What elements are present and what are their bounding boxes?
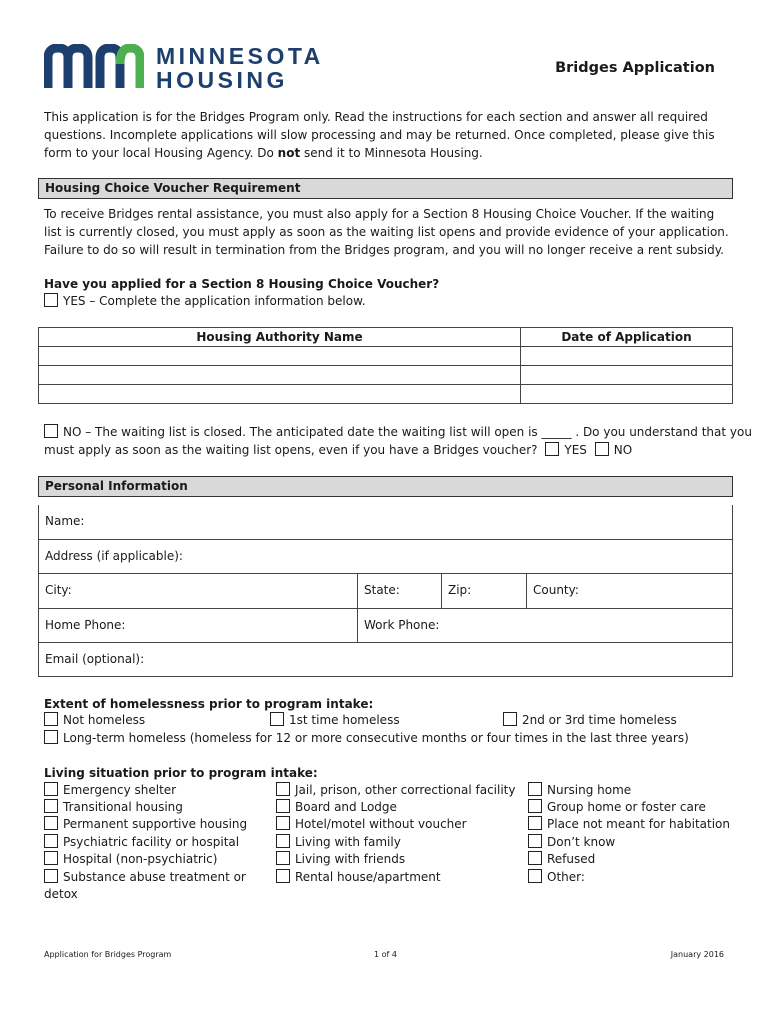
understand-yes-checkbox[interactable] (545, 442, 559, 456)
intro-paragraph: This application is for the Bridges Program only. Read the instructions for each section and answer all required questions. Incomplete applications will slow processing and may be returned. Once completed, please give this form to your local Housing Agency. Do not send it to Minnesota Housing. (44, 110, 715, 160)
logo-line-1: MINNESOTA (156, 43, 324, 69)
living-checkbox[interactable] (44, 869, 58, 883)
homelessness-option-row (44, 712, 145, 728)
living-checkbox[interactable] (44, 816, 58, 830)
voucher-no-row (44, 424, 752, 440)
living-label: Living with friends (295, 852, 406, 866)
understand-no-label: NO (613, 443, 633, 457)
living-label: Emergency shelter (63, 783, 177, 797)
state-field[interactable]: State: (358, 574, 442, 608)
understand-no-checkbox[interactable] (595, 442, 609, 456)
first-time-homeless-checkbox[interactable] (270, 712, 284, 726)
voucher-yes-label: YES – Complete the application information below. (63, 294, 366, 308)
living-label: Jail, prison, other correctional facility (295, 783, 516, 797)
work-phone-field[interactable]: Work Phone: (364, 618, 440, 632)
living-option (276, 799, 397, 815)
home-phone-field[interactable]: Home Phone: (39, 609, 358, 642)
living-checkbox[interactable] (276, 799, 290, 813)
homelessness-option-row (503, 712, 677, 728)
voucher-yes-row (44, 293, 366, 309)
housing-authority-table (38, 327, 733, 404)
living-label: Transitional housing (63, 800, 183, 814)
date-cell[interactable] (521, 385, 733, 404)
living-label: Group home or foster care (547, 800, 706, 814)
living-option (276, 869, 441, 885)
living-checkbox[interactable] (276, 869, 290, 883)
living-option (276, 782, 515, 798)
living-option (44, 851, 217, 867)
living-checkbox[interactable] (44, 851, 58, 865)
living-checkbox[interactable] (528, 799, 542, 813)
living-checkbox[interactable] (528, 834, 542, 848)
date-of-application-header: Date of Application (521, 328, 733, 347)
living-checkbox[interactable] (528, 869, 542, 883)
living-checkbox[interactable] (528, 851, 542, 865)
living-label: Board and Lodge (295, 800, 397, 814)
living-checkbox[interactable] (276, 816, 290, 830)
first-time-homeless-label: 1st time homeless (289, 713, 400, 727)
address-field[interactable]: Address (if applicable): (45, 549, 183, 563)
living-checkbox[interactable] (528, 816, 542, 830)
living-label: Don’t know (547, 835, 616, 849)
living-checkbox[interactable] (44, 782, 58, 796)
living-label: Living with family (295, 835, 401, 849)
homelessness-option-row (270, 712, 400, 728)
living-option (528, 851, 595, 867)
living-label-wrap: detox (44, 887, 78, 901)
living-label: Place not meant for habitation (547, 817, 731, 831)
living-checkbox[interactable] (276, 851, 290, 865)
homelessness-option-row (44, 730, 689, 746)
living-option (528, 782, 631, 798)
living-option (276, 816, 467, 832)
living-label: Refused (547, 852, 596, 866)
table-row (39, 366, 733, 385)
second-third-homeless-label: 2nd or 3rd time homeless (522, 713, 677, 727)
voucher-yes-checkbox[interactable] (44, 293, 58, 307)
living-label: Substance abuse treatment or (63, 870, 246, 884)
email-field[interactable]: Email (optional): (45, 652, 145, 666)
footer-date: January 2016 (670, 950, 724, 959)
understand-yes-label: YES (564, 443, 587, 457)
living-option (528, 799, 706, 815)
living-option (44, 834, 239, 850)
second-third-homeless-checkbox[interactable] (503, 712, 517, 726)
name-field[interactable]: Name: (45, 514, 85, 528)
personal-info-section-header: Personal Information (38, 476, 733, 497)
long-term-homeless-checkbox[interactable] (44, 730, 58, 744)
living-checkbox[interactable] (44, 834, 58, 848)
living-option (276, 834, 401, 850)
mn-logo-icon (44, 44, 144, 92)
table-row (39, 347, 733, 366)
zip-field[interactable]: Zip: (442, 574, 527, 608)
table-row (39, 385, 733, 404)
voucher-no-checkbox[interactable] (44, 424, 58, 438)
living-situation-question: Living situation prior to program intake: (44, 766, 318, 780)
county-field[interactable]: County: (533, 583, 579, 597)
living-option (44, 799, 183, 815)
living-label: Other: (547, 870, 585, 884)
date-cell[interactable] (521, 347, 733, 366)
footer-left: Application for Bridges Program (44, 950, 172, 959)
living-checkbox[interactable] (44, 799, 58, 813)
housing-authority-cell[interactable] (39, 385, 521, 404)
living-option (528, 816, 730, 832)
homelessness-question: Extent of homelessness prior to program intake: (44, 697, 374, 711)
living-option (44, 869, 246, 885)
living-checkbox[interactable] (528, 782, 542, 796)
not-homeless-checkbox[interactable] (44, 712, 58, 726)
living-label: Permanent supportive housing (63, 817, 248, 831)
living-option (276, 851, 405, 867)
city-field[interactable]: City: (39, 574, 358, 608)
living-label: Nursing home (547, 783, 632, 797)
voucher-section-header: Housing Choice Voucher Requirement (38, 178, 733, 199)
living-label: Hospital (non-psychiatric) (63, 852, 218, 866)
living-checkbox[interactable] (276, 834, 290, 848)
long-term-homeless-label: Long-term homeless (homeless for 12 or more consecutive months or four times in the last three years) (63, 731, 689, 745)
understand-question: must apply as soon as the waiting list opens, even if you have a Bridges voucher? (44, 443, 538, 457)
not-homeless-label: Not homeless (63, 713, 146, 727)
footer-page-number: 1 of 4 (374, 950, 397, 959)
housing-authority-cell[interactable] (39, 366, 521, 385)
living-option (44, 816, 247, 832)
minnesota-housing-logo (44, 44, 324, 92)
voucher-question: Have you applied for a Section 8 Housing Choice Voucher? (44, 277, 440, 291)
living-checkbox[interactable] (276, 782, 290, 796)
understand-row (44, 442, 632, 458)
voucher-no-label: NO – The waiting list is closed. The anticipated date the waiting list will open is _____ . Do you understand that you (63, 425, 752, 439)
housing-authority-cell[interactable] (39, 347, 521, 366)
personal-info-form (38, 505, 733, 677)
living-option (44, 782, 176, 798)
living-option (528, 834, 615, 850)
date-cell[interactable] (521, 366, 733, 385)
living-label: Psychiatric facility or hospital (63, 835, 240, 849)
logo-line-2: HOUSING (156, 67, 288, 93)
living-option (528, 869, 585, 885)
housing-authority-header: Housing Authority Name (39, 328, 521, 347)
document-title: Bridges Application (555, 60, 715, 76)
living-label: Rental house/apartment (295, 870, 441, 884)
voucher-paragraph: To receive Bridges rental assistance, you must also apply for a Section 8 Housing Choice Voucher. If the waiting list is currently closed, you must apply as soon as the waiting list opens and provide evidence of your application. Failure to do so will result in termination from the Bridges program, and you will no longer receive a rent subsidy. (44, 207, 729, 257)
living-label: Hotel/motel without voucher (295, 817, 467, 831)
